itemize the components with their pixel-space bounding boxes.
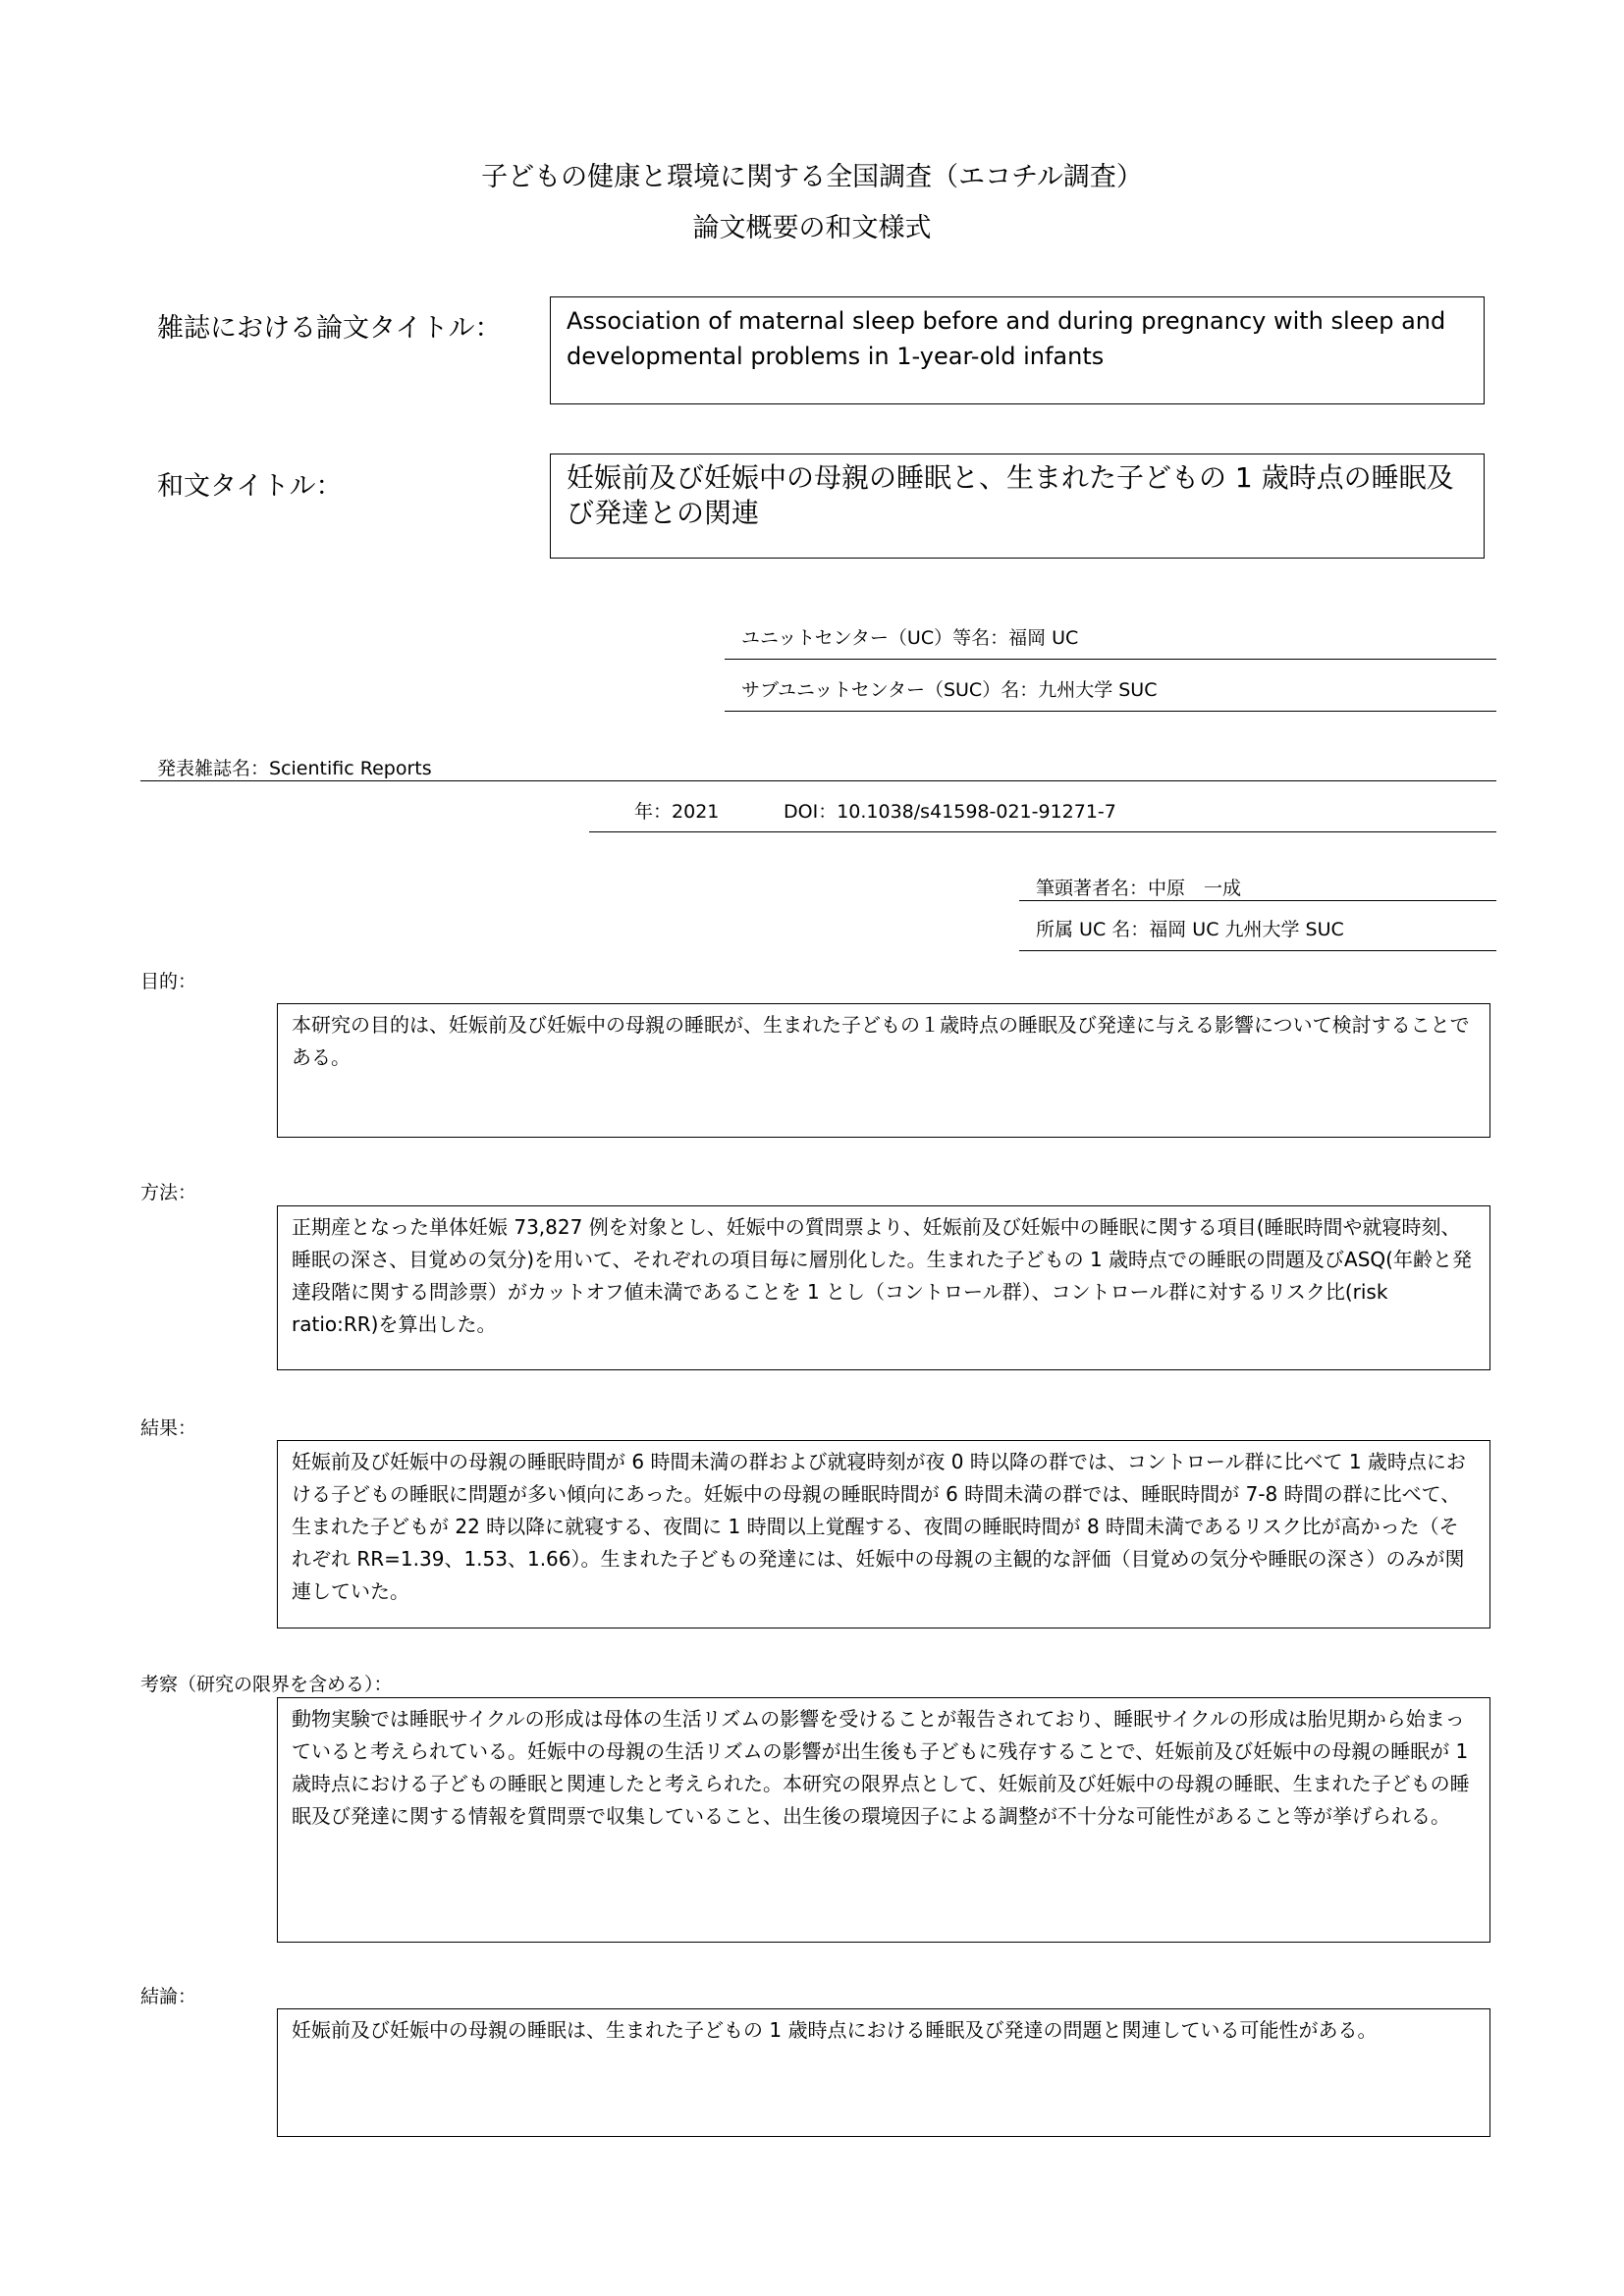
publication-doi-label: DOI： (784, 801, 838, 823)
discussion-label: 考察（研究の限界を含める）： (140, 1674, 393, 1695)
results-box (277, 1440, 1490, 1629)
unit-center-row (741, 623, 1078, 650)
sub-unit-center-value: 九州大学 SUC (1038, 679, 1158, 701)
publication-journal-rule (140, 780, 1496, 781)
discussion-text: 動物実験では睡眠サイクルの形成は母体の生活リズムの影響を受けることが報告されており、睡眠サイクルの形成は胎児期から始まっていると考えられている。妊娠中の母親の生活リズムの影響が出生後も子どもに残存することで、妊娠前及び妊娠中の母親の睡眠が 1 歳時点における子どもの睡眠と関連したと考えられた。本研究の限界点として、妊娠前及び妊娠中の母親の睡眠、生まれた子どもの睡眠及び発達に関する情報を質問票で収集していること、出生後の環境因子による調整が不十分な可能性があること等が挙げられる。 (292, 1707, 1470, 1828)
publication-doi-rule (589, 831, 1496, 832)
conclusion-text: 妊娠前及び妊娠中の母親の睡眠は、生まれた子どもの 1 歳時点における睡眠及び発達の問題と関連している可能性がある。 (292, 2018, 1378, 2042)
first-author-value: 中原 一成 (1148, 878, 1242, 899)
publication-journal-label: 発表雑誌名： (157, 758, 270, 779)
affiliation-label: 所属 UC 名： (1036, 919, 1150, 940)
first-author-label: 筆頭著者名： (1036, 878, 1149, 899)
sub-unit-center-label: サブユニットセンター（SUC）名： (741, 679, 1039, 701)
publication-year-label: 年： (634, 801, 673, 823)
results-text: 妊娠前及び妊娠中の母親の睡眠時間が 6 時間未満の群および就寝時刻が夜 0 時以降の群では、コントロール群に比べて 1 歳時点における子どもの睡眠に問題が多い傾向にあった。妊娠中の母親の睡眠時間が 6 時間未満の群では、睡眠時間が 7-8 時間の群に比べて、生まれた子どもが 22 時以降に就寝する、夜間に 1 時間以上覚醒する、夜間の睡眠時間が 8 時間未満であるリスク比が高かった（それぞれ RR=1.39、1.53、1.66）。生まれた子どもの発達には、妊娠中の母親の主観的な評価（目覚めの気分や睡眠の深さ）のみが関連していた。 (292, 1450, 1466, 1603)
sub-unit-center-row (741, 675, 1157, 702)
results-label: 結果： (140, 1417, 197, 1439)
conclusion-label: 結論： (140, 1986, 197, 2007)
affiliation-row (1036, 915, 1344, 941)
affiliation-value: 福岡 UC 九州大学 SUC (1149, 919, 1344, 940)
purpose-text: 本研究の目的は、妊娠前及び妊娠中の母親の睡眠が、生まれた子どもの１歳時点の睡眠及び発達に与える影響について検討することである。 (292, 1013, 1470, 1069)
affiliation-rule (1019, 950, 1496, 951)
publication-journal-row (157, 754, 432, 780)
publication-doi-row (784, 797, 1116, 824)
purpose-label: 目的： (140, 971, 197, 992)
journal-title-label: 雑誌における論文タイトル： (157, 313, 502, 344)
journal-title-box (550, 296, 1485, 404)
publication-year-value: 2021 (672, 801, 720, 823)
discussion-box (277, 1697, 1490, 1943)
sub-unit-center-rule (725, 711, 1496, 712)
publication-year-row (634, 797, 719, 824)
japanese-title-box (550, 454, 1485, 559)
publication-doi-value: 10.1038/s41598-021-91271-7 (837, 801, 1116, 823)
unit-center-label: ユニットセンター（UC）等名： (741, 627, 1009, 649)
journal-title-value: Association of maternal sleep before and during pregnancy with sleep and developmental problems in 1-year-old infants (567, 307, 1446, 370)
methods-text: 正期産となった単体妊娠 73,827 例を対象とし、妊娠中の質問票より、妊娠前及び妊娠中の睡眠に関する項目(睡眠時間や就寝時刻、睡眠の深さ、目覚めの気分)を用いて、それぞれの項目毎に層別化した。生まれた子どもの 1 歳時点での睡眠の問題及びASQ(年齢と発達段階に関する問診票）がカットオフ値未満であることを 1 とし（コントロール群）、コントロール群に対するリスク比(risk ratio:RR)を算出した。 (292, 1215, 1472, 1336)
conclusion-box (277, 2008, 1490, 2137)
first-author-row (1036, 874, 1241, 900)
purpose-box (277, 1003, 1490, 1138)
unit-center-rule (725, 659, 1496, 660)
methods-box (277, 1205, 1490, 1370)
methods-label: 方法： (140, 1182, 197, 1203)
document-title: 子どもの健康と環境に関する全国調査（エコチル調査） (481, 162, 1143, 192)
japanese-title-value: 妊娠前及び妊娠中の母親の睡眠と、生まれた子どもの 1 歳時点の睡眠及び発達との関連 (567, 461, 1454, 529)
unit-center-value: 福岡 UC (1008, 627, 1079, 649)
publication-journal-value: Scientific Reports (269, 758, 432, 779)
document-subtitle: 論文概要の和文様式 (692, 213, 932, 243)
japanese-title-label: 和文タイトル： (157, 471, 343, 502)
first-author-rule (1019, 900, 1496, 901)
